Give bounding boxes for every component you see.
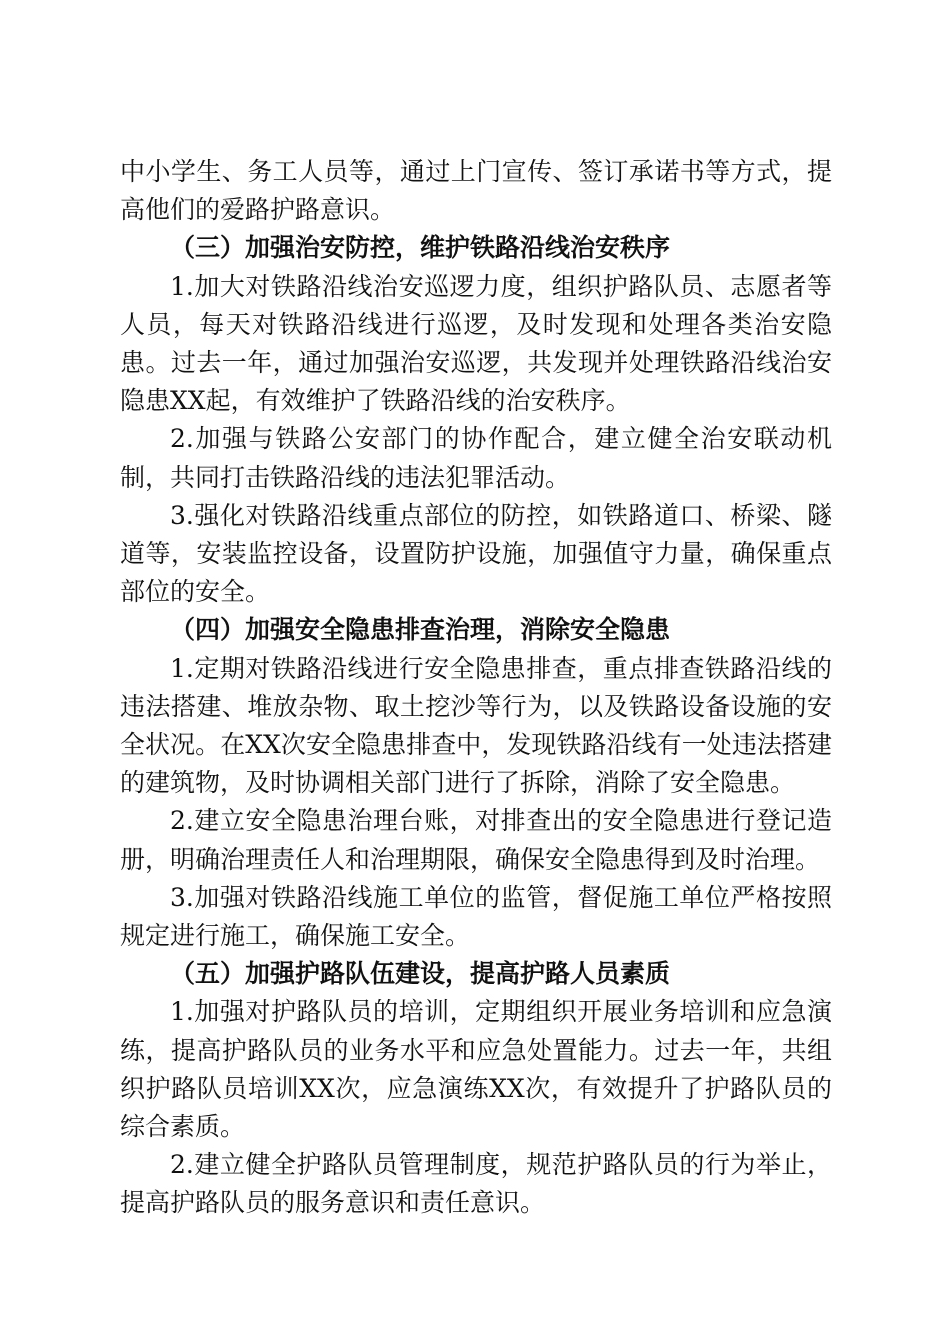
paragraph-continuation: 中小学生、务工人员等，通过上门宣传、签订承诺书等方式，提高他们的爱路护路意识。 <box>120 157 832 225</box>
section-heading-4: （四）加强安全隐患排查治理，消除安全隐患 <box>170 615 671 645</box>
section-heading-5: （五）加强护路队伍建设，提高护路人员素质 <box>170 959 671 989</box>
paragraph-5-1: 1.加强对护路队员的培训，定期组织开展业务培训和应急演练，提高护路队员的业务水平和应急处置能力。过去一年，共组织护路队员培训XX次，应急演练XX次，有效提升了护路队员的综合素质。 <box>120 997 832 1142</box>
paragraph-3-2: 2.加强与铁路公安部门的协作配合，建立健全治安联动机制，共同打击铁路沿线的违法犯罪活动。 <box>120 424 832 492</box>
paragraph-3-3: 3.强化对铁路沿线重点部位的防控，如铁路道口、桥梁、隧道等，安装监控设备，设置防护设施，加强值守力量，确保重点部位的安全。 <box>120 500 832 607</box>
document-page <box>120 153 832 1223</box>
paragraph-4-1: 1.定期对铁路沿线进行安全隐患排查，重点排查铁路沿线的违法搭建、堆放杂物、取土挖沙等行为，以及铁路设备设施的安全状况。在XX次安全隐患排查中，发现铁路沿线有一处违法搭建的建筑物，及时协调相关部门进行了拆除，消除了安全隐患。 <box>120 653 832 798</box>
paragraph-3-1: 1.加大对铁路沿线治安巡逻力度，组织护路队员、志愿者等人员，每天对铁路沿线进行巡逻，及时发现和处理各类治安隐患。过去一年，通过加强治安巡逻，共发现并处理铁路沿线治安隐患XX起，有效维护了铁路沿线的治安秩序。 <box>120 271 832 416</box>
paragraph-4-2: 2.建立安全隐患治理台账，对排查出的安全隐患进行登记造册，明确治理责任人和治理期限，确保安全隐患得到及时治理。 <box>120 806 832 874</box>
section-heading-3: （三）加强治安防控，维护铁路沿线治安秩序 <box>170 233 671 263</box>
paragraph-5-2: 2.建立健全护路队员管理制度，规范护路队员的行为举止，提高护路队员的服务意识和责任意识。 <box>120 1150 832 1218</box>
paragraph-4-3: 3.加强对铁路沿线施工单位的监管，督促施工单位严格按照规定进行施工，确保施工安全。 <box>120 882 832 951</box>
